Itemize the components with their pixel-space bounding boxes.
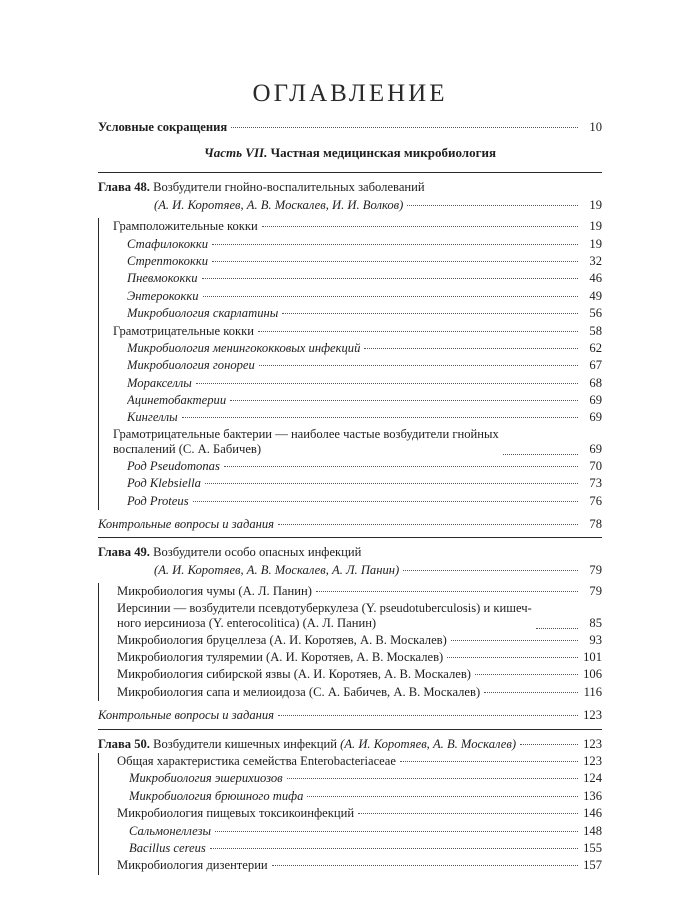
leader-dots	[278, 524, 578, 525]
questions-label: Контрольные вопросы и задания	[98, 517, 275, 532]
part-name: Частная медицинская микробиология	[267, 145, 496, 161]
page-number: 19	[589, 197, 602, 212]
chapter-number: Глава 50.	[98, 736, 150, 751]
chapter-number: Глава 49.	[98, 545, 150, 560]
leader-dots	[230, 400, 578, 401]
toc-entry-ch49-questions[interactable]	[98, 707, 602, 724]
entry-label: Моракселлы	[127, 375, 192, 390]
chapter-number: Глава 48.	[98, 180, 150, 195]
toc-entry[interactable]	[99, 357, 602, 374]
toc-entry[interactable]	[99, 493, 602, 510]
leader-dots	[258, 331, 578, 332]
leader-dots	[278, 715, 578, 716]
entry-label: Bacillus cereus	[129, 840, 206, 855]
page-number: 69	[589, 410, 602, 425]
leader-dots	[231, 127, 578, 128]
leader-dots	[403, 570, 578, 571]
entry-label: Микробиология менингококковых инфекций	[127, 340, 361, 355]
entry-label: Микробиология гонореи	[127, 358, 255, 373]
entry-label: Общая характеристика семейства Enterobacteriaceae	[117, 753, 396, 768]
leader-dots	[536, 628, 578, 629]
chapter-title: Возбудители кишечных инфекций	[149, 736, 337, 751]
leader-dots	[400, 761, 578, 762]
leader-dots	[262, 226, 578, 227]
toc-entry[interactable]	[99, 632, 602, 649]
page-number: 101	[583, 650, 602, 665]
page-number: 78	[589, 517, 602, 532]
page-number: 148	[583, 823, 602, 838]
entry-label: Микробиология скарлатины	[127, 306, 279, 321]
toc-entry[interactable]	[99, 340, 602, 357]
chapter-authors: (А. И. Коротяев, А. В. Москалев)	[337, 736, 517, 751]
leader-dots	[205, 483, 578, 484]
entry-label: Пневмококки	[127, 271, 198, 286]
leader-dots	[196, 383, 578, 384]
entry-label: Микробиология пищевых токсикоинфекций	[117, 806, 355, 821]
leader-dots	[224, 466, 578, 467]
page-number: 79	[589, 584, 602, 599]
toc-entry-plague[interactable]	[99, 583, 602, 600]
chapter-49-section-list	[98, 583, 602, 701]
page-number: 32	[589, 253, 602, 268]
entry-label: Микробиология сапа и мелиоидоза (С. А. Бабичев, А. В. Москалев)	[117, 684, 481, 699]
toc-entry[interactable]	[99, 770, 602, 787]
toc-entry[interactable]	[99, 253, 602, 270]
divider	[98, 172, 602, 173]
chapter-48-title[interactable]	[98, 179, 602, 196]
toc-entry[interactable]	[99, 857, 602, 874]
leader-dots	[202, 278, 578, 279]
chapter-title: Возбудители особо опасных инфекций	[149, 545, 362, 560]
entry-label: Микробиология эшерихиозов	[129, 771, 283, 786]
leader-dots	[520, 744, 578, 745]
leader-dots	[272, 865, 578, 866]
toc-entry[interactable]	[99, 288, 602, 305]
entry-label: Микробиология сибирской язвы (А. И. Коротяев, А. В. Москалев)	[117, 667, 471, 682]
page-number: 70	[589, 458, 602, 473]
page-number: 67	[589, 358, 602, 373]
toc-entry[interactable]	[99, 788, 602, 805]
entry-label: Энтерококки	[127, 288, 199, 303]
toc-entry-abbreviations[interactable]	[98, 119, 602, 136]
entry-label-line2: воспалений (С. А. Бабичев)	[113, 442, 262, 457]
entry-label: Стрептококки	[127, 253, 209, 268]
toc-entry[interactable]	[99, 649, 602, 666]
entry-label-line1: Грамотрицательные бактерии — наиболее частые возбудители гнойных	[113, 426, 499, 441]
leader-dots	[203, 296, 578, 297]
page-number: 19	[589, 219, 602, 234]
leader-dots	[475, 674, 578, 675]
entry-label: Микробиология дизентерии	[117, 858, 268, 873]
toc-entry[interactable]	[99, 270, 602, 287]
page-number: 93	[589, 632, 602, 647]
toc-entry[interactable]	[99, 236, 602, 253]
toc-entry[interactable]	[99, 823, 602, 840]
leader-dots	[215, 831, 578, 832]
questions-label: Контрольные вопросы и задания	[98, 708, 275, 723]
chapter-48-authors	[98, 197, 602, 214]
toc-entry[interactable]	[99, 666, 602, 683]
entry-label: Род Klebsiella	[127, 476, 201, 491]
entry-label: Сальмонеллезы	[129, 823, 212, 838]
divider	[98, 729, 602, 730]
page-number: 19	[589, 236, 602, 251]
leader-dots	[287, 778, 578, 779]
entry-label: Грамположительные кокки	[113, 219, 258, 234]
page-number: 155	[583, 840, 602, 855]
leader-dots	[484, 692, 578, 693]
chapter-49-title[interactable]	[98, 544, 602, 561]
page-number: 124	[583, 771, 602, 786]
toc-entry[interactable]	[99, 840, 602, 857]
page-number: 58	[589, 323, 602, 338]
entry-label: Ацинетобактерии	[127, 393, 227, 408]
leader-dots	[193, 501, 578, 502]
entry-label: Стафилококки	[127, 236, 209, 251]
toc-entry[interactable]	[99, 805, 602, 822]
page-number: 123	[583, 708, 602, 723]
leader-dots	[210, 848, 578, 849]
page-number: 69	[589, 442, 602, 457]
entry-label: Кингеллы	[127, 410, 178, 425]
page-title: ОГЛАВЛЕНИЕ	[252, 80, 448, 107]
page-number: 136	[583, 788, 602, 803]
toc-entry[interactable]	[99, 323, 602, 340]
entry-label-line2: ного иерсиниоза (Y. enterocolitica) (А. Л. Панин)	[117, 616, 377, 631]
chapter-title: Возбудители гнойно-воспалительных заболеваний	[149, 180, 425, 195]
leader-dots	[212, 244, 578, 245]
abbreviations-label: Условные сокращения	[98, 120, 228, 134]
page-number: 123	[583, 753, 602, 768]
toc-entry[interactable]	[99, 753, 602, 770]
chapter-50-title[interactable]	[98, 736, 602, 753]
page-number: 116	[583, 684, 602, 699]
page-number: 146	[583, 806, 602, 821]
leader-dots	[259, 365, 578, 366]
leader-dots	[407, 205, 578, 206]
toc-entry[interactable]	[99, 305, 602, 322]
page-number: 85	[589, 616, 602, 631]
part-number: Часть VII.	[203, 145, 268, 161]
toc-entry[interactable]	[99, 684, 602, 701]
leader-dots	[364, 348, 578, 349]
leader-dots	[447, 657, 578, 658]
page-number: 106	[583, 667, 602, 682]
toc-entry-ch48-questions[interactable]	[98, 516, 602, 533]
toc-entry-yersinia[interactable]	[99, 601, 602, 632]
entry-label: Микробиология туляремии (А. И. Коротяев, А. В. Москалев)	[117, 650, 444, 665]
entry-label: Микробиология бруцеллеза (А. И. Коротяев, А. В. Москалев)	[117, 632, 447, 647]
page-number: 76	[589, 493, 602, 508]
chapter-49-authors	[98, 562, 602, 579]
table-of-contents	[98, 119, 602, 875]
toc-entry[interactable]	[99, 458, 602, 475]
entry-label: Микробиология брюшного тифа	[129, 788, 304, 803]
page-number: 49	[589, 288, 602, 303]
entry-label: Грамотрицательные кокки	[113, 323, 254, 338]
toc-entry[interactable]	[99, 218, 602, 235]
page-number: 56	[589, 306, 602, 321]
part-heading	[98, 144, 602, 162]
chapter-48-section-list	[98, 218, 602, 510]
entry-label: Микробиология чумы (А. Л. Панин)	[117, 584, 312, 599]
entry-label: Род Proteus	[127, 493, 189, 508]
page-number: 157	[583, 858, 602, 873]
page-number: 46	[589, 271, 602, 286]
page-number: 123	[583, 736, 602, 751]
entry-label: Род Pseudomonas	[127, 458, 220, 473]
page-number: 68	[589, 375, 602, 390]
leader-dots	[316, 591, 578, 592]
leader-dots	[358, 813, 578, 814]
toc-entry[interactable]	[99, 475, 602, 492]
page-number: 10	[589, 120, 602, 134]
page-number: 62	[589, 340, 602, 355]
leader-dots	[451, 640, 578, 641]
chapter-authors: (А. И. Коротяев, А. В. Москалев, А. Л. Панин)	[154, 562, 400, 577]
leader-dots	[212, 261, 578, 262]
toc-entry[interactable]	[99, 392, 602, 409]
entry-label-line1: Иерсинии — возбудители псевдотуберкулеза (Y. pseudotuberculosis) и кишеч-	[117, 600, 532, 615]
toc-entry[interactable]	[99, 409, 602, 426]
chapter-authors: (А. И. Коротяев, А. В. Москалев, И. И. Волков)	[154, 197, 404, 212]
page-number: 73	[589, 476, 602, 491]
leader-dots	[503, 454, 578, 455]
page-number: 79	[589, 562, 602, 577]
chapter-50-section-list	[98, 753, 602, 875]
divider	[98, 537, 602, 538]
page-number: 69	[589, 393, 602, 408]
leader-dots	[182, 417, 578, 418]
leader-dots	[282, 313, 578, 314]
toc-entry-gram-negative-bacteria[interactable]	[99, 427, 602, 458]
toc-entry[interactable]	[99, 375, 602, 392]
leader-dots	[307, 796, 578, 797]
